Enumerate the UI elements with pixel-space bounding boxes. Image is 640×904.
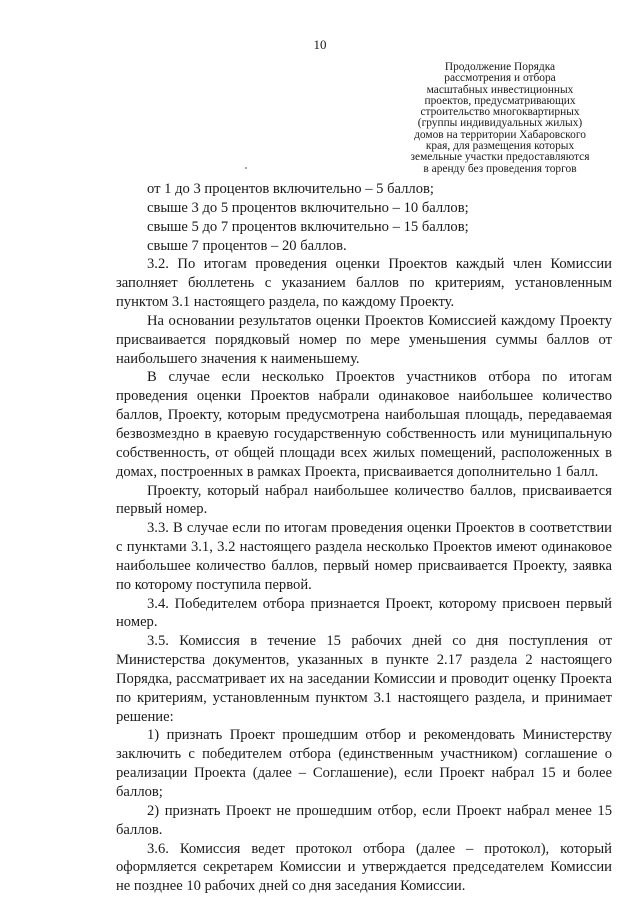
scan-speck [245, 167, 247, 169]
paragraph: На основании результатов оценки Проектов Комиссией каждому Проекту присваивается порядковый номер по мере уменьшения суммы баллов от наибольшего значения к наименьшему. [116, 312, 612, 367]
header-line: края, для размещения которых [425, 140, 575, 153]
list-item: свыше 7 процентов – 20 баллов. [147, 237, 347, 254]
page-number: 10 [313, 37, 327, 52]
header-line: домов на территории Хабаровского [414, 128, 586, 141]
paragraph-3-3: 3.3. В случае если по итогам проведения оценки Проектов в соответствии с пунктами 3.1, 3.2 настоящего раздела несколько Проектов имеют одинаковое наибольшее количество баллов, первый номер присваивается Проекту, заявка по которому поступила первой. [116, 520, 612, 593]
header-line: земельные участки предоставляются [410, 151, 590, 164]
list-item: свыше 5 до 7 процентов включительно – 15 баллов; [147, 218, 469, 235]
header-line: масштабных инвестиционных [426, 83, 574, 96]
paragraph-decision-1: 1) признать Проект прошедшим отбор и рекомендовать Министерству заключить с победителем отбора (единственным участником) соглашение о реализации Проекта (далее – Соглашение), если Проект набрал 15 и более баллов; [116, 727, 612, 800]
paragraph-decision-2: 2) признать Проект не прошедшим отбор, если Проект набрал менее 15 баллов. [116, 802, 612, 838]
paragraph-3-6: 3.6. Комиссия ведет протокол отбора (далее – протокол), который оформляется секретарем Комиссии и утверждается председателем Комиссии не позднее 10 рабочих дней со дня заседания Комиссии. [116, 840, 612, 895]
document-header-note [400, 62, 600, 175]
list-item: свыше 3 до 5 процентов включительно – 10 баллов; [147, 199, 469, 216]
header-line: строительство многоквартирных [420, 106, 580, 119]
document-body [116, 180, 612, 896]
paragraph-3-4: 3.4. Победителем отбора признается Проект, которому присвоен первый номер. [116, 595, 612, 631]
header-line: в аренду без проведения торгов [423, 162, 577, 175]
paragraph: В случае если несколько Проектов участников отбора по итогам проведения оценки Проектов набрали одинаковое наибольшее количество баллов, Проекту, которым предусмотрена наибольшая площадь, передаваемая безвозмездно в краевую государственную собственность или муниципальную собственность, от общей площади всех жилых помещений, расположенных в домах, построенных в рамках Проекта, присваивается дополнительно 1 балл. [116, 369, 612, 480]
list-item: от 1 до 3 процентов включительно – 5 баллов; [147, 181, 434, 197]
header-line: (группы индивидуальных жилых) [417, 117, 583, 130]
paragraph-3-2: 3.2. По итогам проведения оценки Проектов каждый член Комиссии заполняет бюллетень с указанием баллов по критериям, установленным пунктом 3.1 настоящего раздела, по каждому Проекту. [116, 256, 612, 311]
header-line: рассмотрения и отбора [444, 72, 556, 85]
paragraph-3-5: 3.5. Комиссия в течение 15 рабочих дней со дня поступления от Министерства документов, указанных в пункте 2.17 раздела 2 настоящего Порядка, рассматривает их на заседании Комиссии и проводит оценку Проекта по критериям, установленным пунктом 3.1 настоящего раздела, и принимает решение: [116, 633, 612, 725]
header-line: проектов, предусматривающих [424, 94, 576, 107]
paragraph: Проекту, который набрал наибольшее количество баллов, присваивается первый номер. [116, 482, 612, 518]
header-line: Продолжение Порядка [444, 61, 556, 73]
